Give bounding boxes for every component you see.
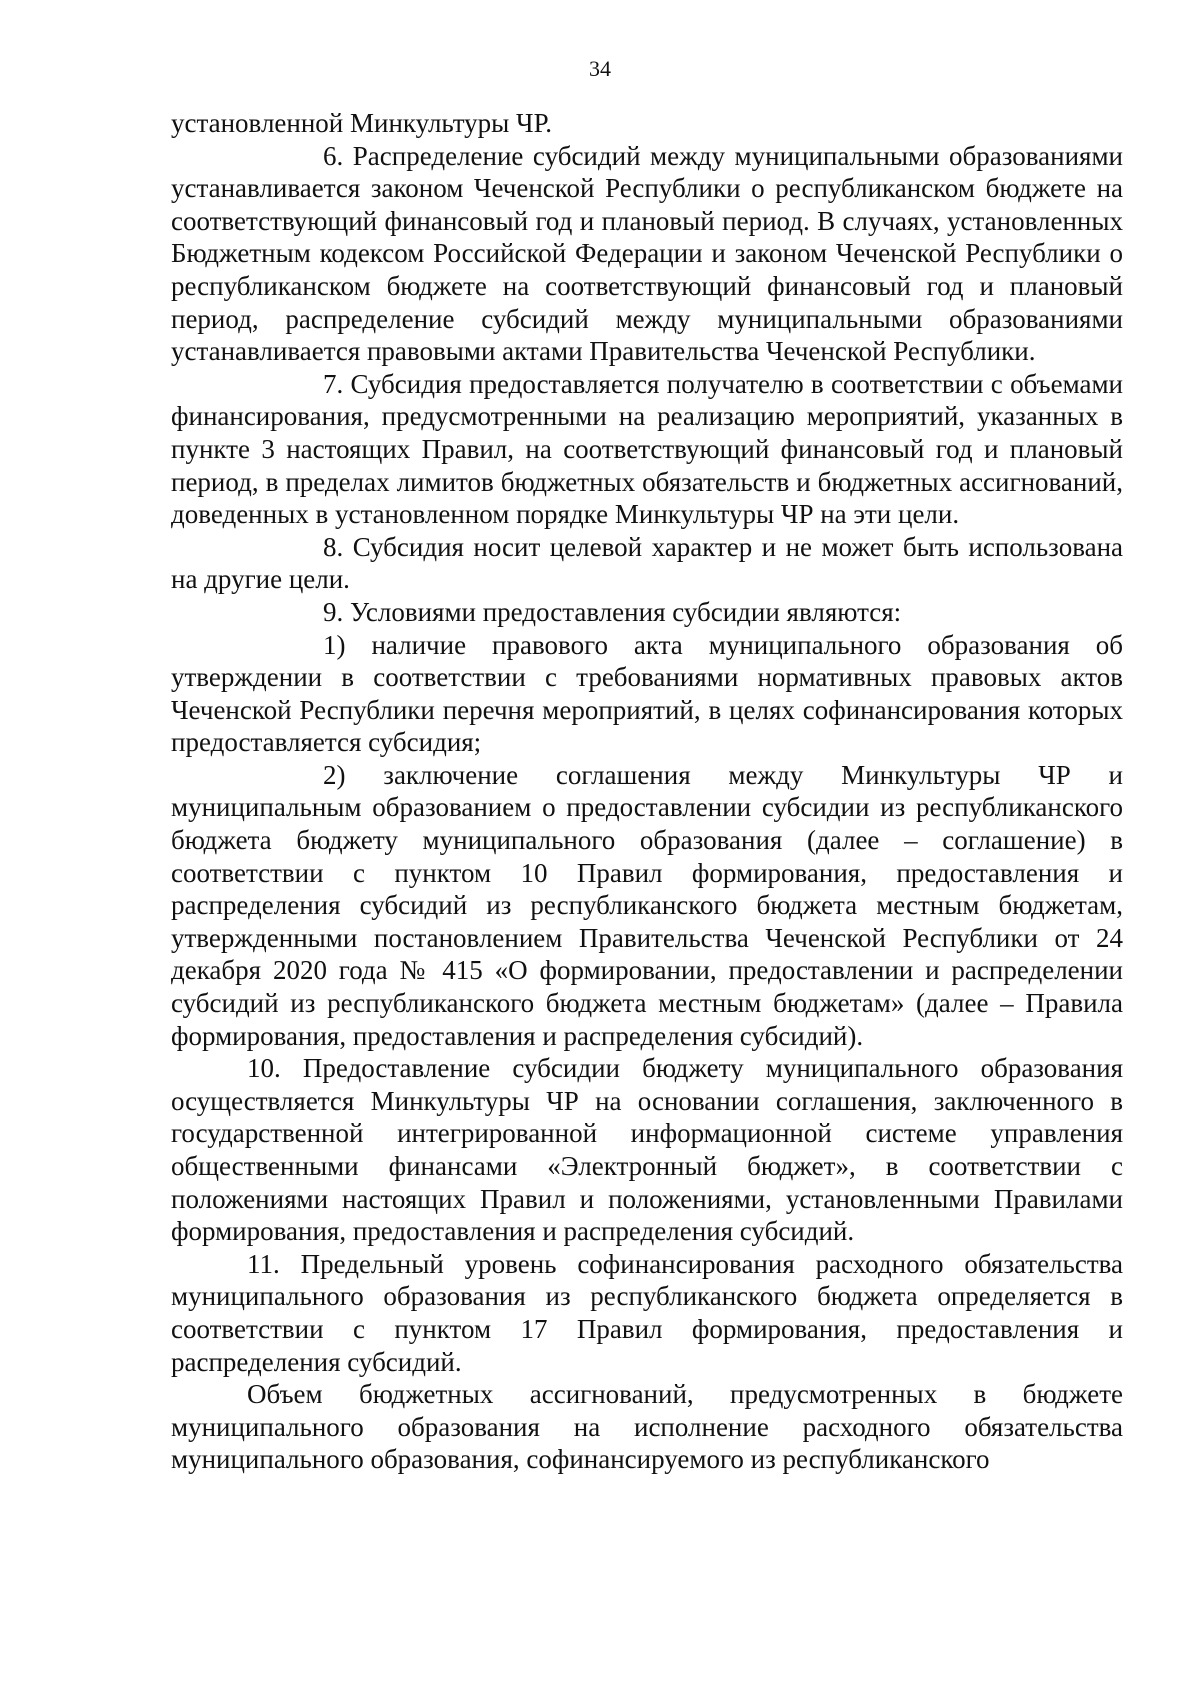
paragraph-text: заключение соглашения между Минкультуры ЧР и муниципальным образованием о предоставлении субсидии из республиканского бюджета бюджету муниципального образования (далее – соглашение) в соответствии с пунктом 10 Правил формирования, предоставления и распределения субсидий из республиканского бюджета местным бюджетам, утвержденными постановлением Правительства Чеченской Республики от 24 декабря 2020 года № 415 «О формировании, предоставлении и распределении субсидий из республиканского бюджета местным бюджетам» (далее – Правила формирования, предоставления и распределения субсидий). <box>171 759 1123 1051</box>
subitem-1 <box>171 629 1123 759</box>
paragraph-number: 11. <box>247 1248 280 1279</box>
paragraph-number: 9. <box>323 596 344 627</box>
paragraph-number: 2) <box>323 759 346 790</box>
paragraph-text: Субсидия носит целевой характер и не может быть использована на другие цели. <box>171 531 1123 595</box>
paragraph-text: наличие правового акта муниципального образования об утверждении в соответствии с требованиями нормативных правовых актов Чеченской Республики перечня мероприятий, в целях софинансирования которых предоставляется субсидия; <box>171 629 1123 758</box>
paragraph-continuation <box>171 107 1123 140</box>
paragraph-text: Распределение субсидий между муниципальными образованиями устанавливается законом Чеченской Республики о республиканском бюджете на соответствующий финансовый год и плановый период. В случаях, установленных Бюджетным кодексом Российской Федерации и законом Чеченской Республики о республиканском бюджете на соответствующий финансовый год и плановый период, распределение субсидий между муниципальными образованиями устанавливается правовыми актами Правительства Чеченской Республики. <box>171 140 1123 367</box>
paragraph-number: 1) <box>323 629 346 660</box>
paragraph-9 <box>171 596 1123 629</box>
paragraph-number: 6. <box>323 140 344 171</box>
paragraph-8 <box>171 531 1123 596</box>
paragraph-volume <box>171 1378 1123 1476</box>
paragraph-text: Предельный уровень софинансирования расходного обязательства муниципального образования из республиканского бюджета определяется в соответствии с пунктом 17 Правил формирования, предоставления и распределения субсидий. <box>171 1248 1124 1377</box>
paragraph-number: 7. <box>323 368 344 399</box>
paragraph-number: 10. <box>247 1053 281 1084</box>
paragraph-text: установленной Минкультуры ЧР. <box>171 108 552 138</box>
paragraph-11 <box>171 1248 1123 1378</box>
paragraph-number: 8. <box>323 531 344 562</box>
paragraph-text: Условиями предоставления субсидии являются: <box>350 596 902 627</box>
subitem-2 <box>171 759 1123 1052</box>
paragraph-text: Предоставление субсидии бюджету муниципального образования осуществляется Минкультуры ЧР на основании соглашения, заключенного в государственной интегрированной информационной системе управления общественными финансами «Электронный бюджет», в соответствии с положениями настоящих Правил и положениями, установленными Правилами формирования, предоставления и распределения субсидий. <box>171 1053 1123 1247</box>
paragraph-7 <box>171 368 1123 531</box>
page-number: 34 <box>589 56 611 81</box>
paragraph-10 <box>171 1052 1123 1248</box>
document-body <box>171 107 1123 1476</box>
paragraph-text: Субсидия предоставляется получателю в соответствии с объемами финансирования, предусмотренными на реализацию мероприятий, указанных в пункте 3 настоящих Правил, на соответствующий финансовый год и плановый период, в пределах лимитов бюджетных обязательств и бюджетных ассигнований, доведенных в установленном порядке Минкультуры ЧР на эти цели. <box>171 368 1123 530</box>
paragraph-6 <box>171 140 1123 368</box>
paragraph-text: Объем бюджетных ассигнований, предусмотренных в бюджете муниципального образования на исполнение расходного обязательства муниципального образования, софинансируемого из республиканского <box>171 1379 1123 1475</box>
